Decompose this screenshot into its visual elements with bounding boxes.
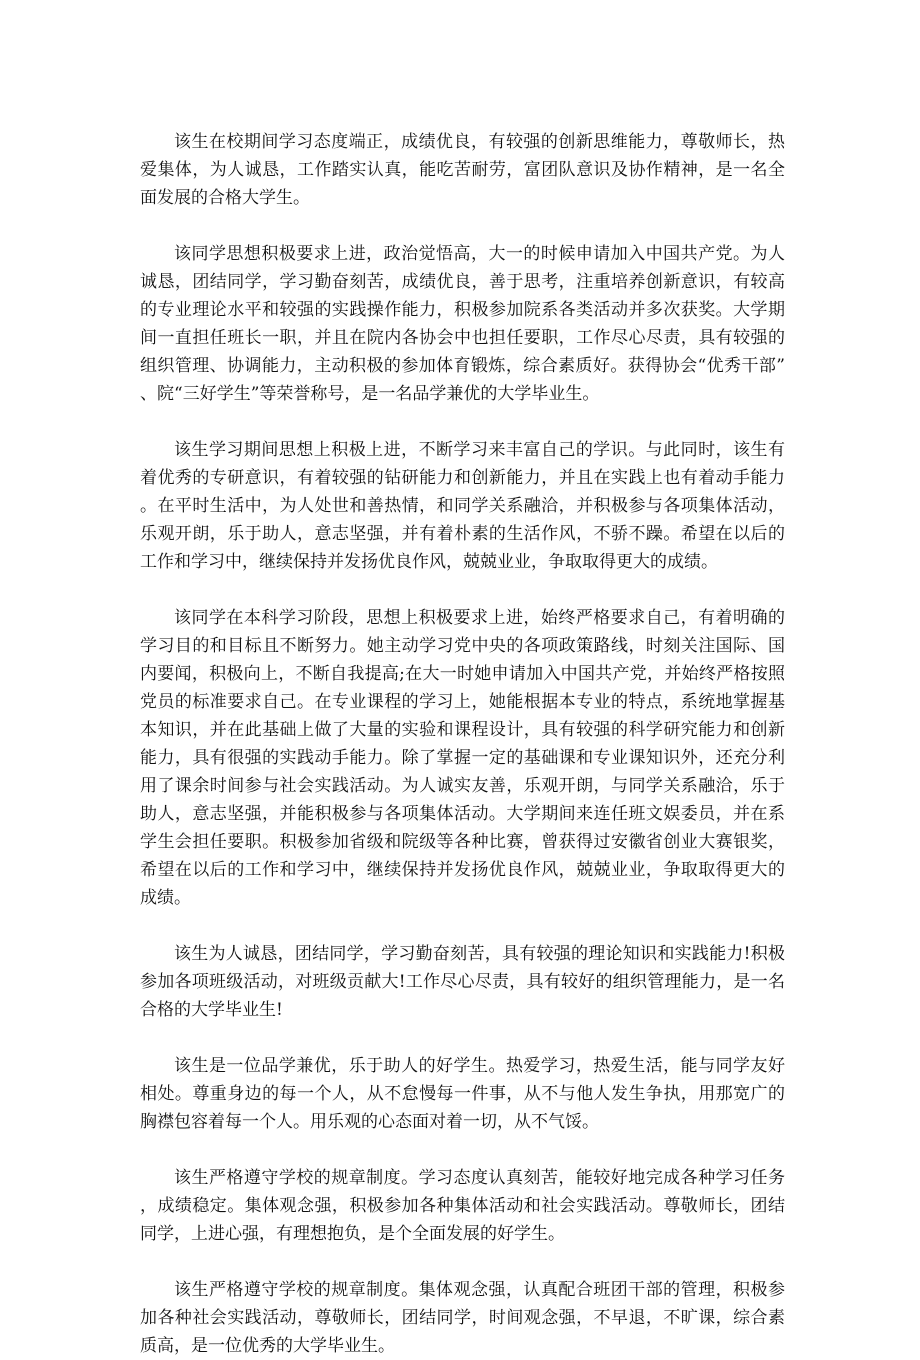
document-page (140, 128, 785, 1360)
paragraph-3: 该生学习期间思想上积极上进，不断学习来丰富自己的学识。与此同时，该生有着优秀的专研意识，有着较强的钻研能力和创新能力，并且在实践上也有着动手能力。在平时生活中，为人处世和善热情，和同学关系融洽，并积极参与各项集体活动，乐观开朗，乐于助人，意志坚强，并有着朴素的生活作风，不骄不躁。希望在以后的工作和学习中，继续保持并发扬优良作风，兢兢业业，争取取得更大的成绩。 (140, 440, 785, 572)
paragraph-4: 该同学在本科学习阶段，思想上积极要求上进，始终严格要求自己，有着明确的学习目的和目标且不断努力。她主动学习党中央的各项政策路线，时刻关注国际、国内要闻，积极向上，不断自我提高;在大一时她申请加入中国共产党，并始终严格按照党员的标准要求自己。在专业课程的学习上，她能根据本专业的特点，系统地掌握基本知识，并在此基础上做了大量的实验和课程设计，具有较强的科学研究能力和创新能力，具有很强的实践动手能力。除了掌握一定的基础课和专业课知识外，还充分利用了课余时间参与社会实践活动。为人诚实友善，乐观开朗，与同学关系融洽，乐于助人，意志坚强，并能积极参与各项集体活动。大学期间来连任班文娱委员，并在系学生会担任要职。积极参加省级和院级等各种比赛，曾获得过安徽省创业大赛银奖，希望在以后的工作和学习中，继续保持并发扬优良作风，兢兢业业，争取取得更大的成绩。 (140, 608, 785, 908)
paragraph-5: 该生为人诚恳，团结同学，学习勤奋刻苦，具有较强的理论知识和实践能力!积极参加各项班级活动，对班级贡献大!工作尽心尽责，具有较好的组织管理能力，是一名合格的大学毕业生! (140, 944, 785, 1020)
paragraph-6: 该生是一位品学兼优，乐于助人的好学生。热爱学习，热爱生活，能与同学友好相处。尊重身边的每一个人，从不怠慢每一件事，从不与他人发生争执，用那宽广的胸襟包容着每一个人。用乐观的心态面对着一切，从不气馁。 (140, 1056, 785, 1132)
paragraph-1: 该生在校期间学习态度端正，成绩优良，有较强的创新思维能力，尊敬师长，热爱集体，为人诚恳，工作踏实认真，能吃苦耐劳，富团队意识及协作精神，是一名全面发展的合格大学生。 (140, 132, 785, 208)
paragraph-8: 该生严格遵守学校的规章制度。集体观念强，认真配合班团干部的管理，积极参加各种社会实践活动，尊敬师长，团结同学，时间观念强，不早退，不旷课，综合素质高，是一位优秀的大学毕业生。 (140, 1280, 785, 1356)
paragraph-2: 该同学思想积极要求上进，政治觉悟高，大一的时候申请加入中国共产党。为人诚恳，团结同学，学习勤奋刻苦，成绩优良，善于思考，注重培养创新意识，有较高的专业理论水平和较强的实践操作能力，积极参加院系各类活动并多次获奖。大学期间一直担任班长一职，并且在院内各协会中也担任要职，工作尽心尽责，具有较强的组织管理、协调能力，主动积极的参加体育锻炼，综合素质好。获得协会“优秀干部”、院“三好学生”等荣誉称号，是一名品学兼优的大学毕业生。 (140, 244, 785, 404)
paragraph-7: 该生严格遵守学校的规章制度。学习态度认真刻苦，能较好地完成各种学习任务，成绩稳定。集体观念强，积极参加各种集体活动和社会实践活动。尊敬师长，团结同学，上进心强，有理想抱负，是个全面发展的好学生。 (140, 1168, 785, 1244)
